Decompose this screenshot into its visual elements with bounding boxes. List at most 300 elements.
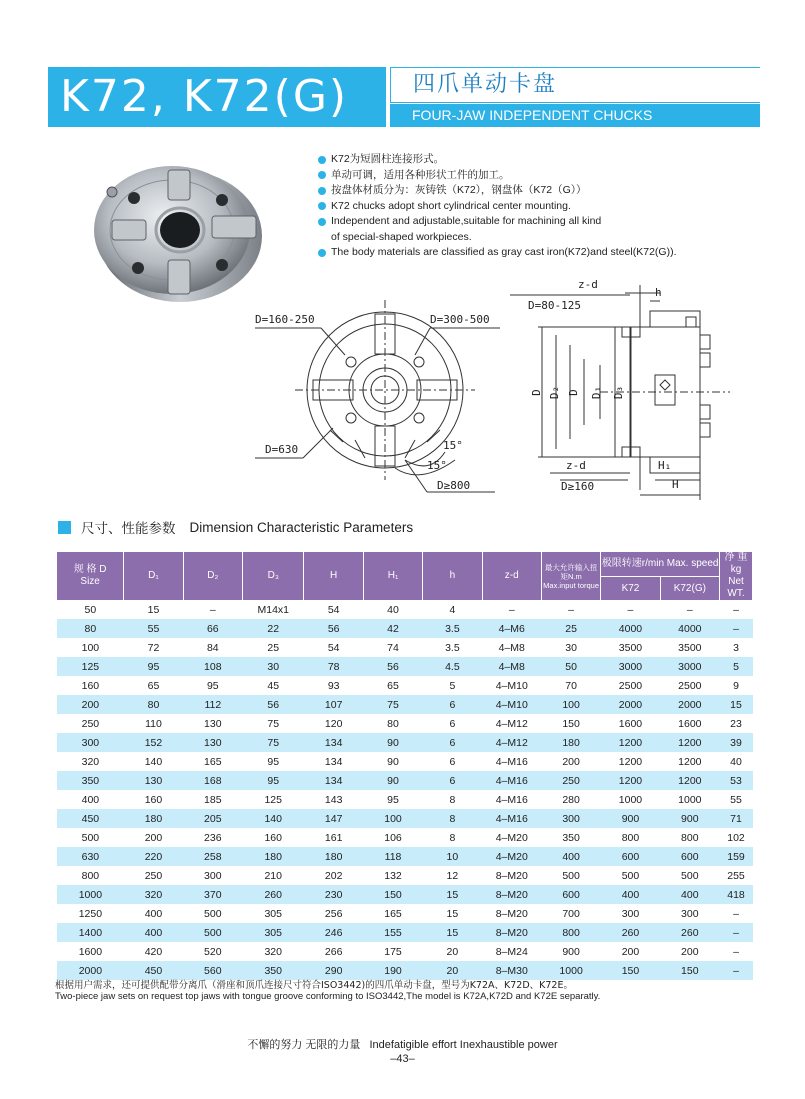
table-cell: –: [720, 942, 753, 961]
table-cell: –: [601, 600, 660, 619]
table-cell: 258: [183, 847, 242, 866]
table-cell: 95: [363, 790, 422, 809]
table-cell: 6: [423, 771, 482, 790]
table-cell: 6: [423, 733, 482, 752]
dim-label: z-d: [578, 278, 598, 291]
table-cell: 143: [304, 790, 363, 809]
table-cell: 159: [720, 847, 753, 866]
table-cell: 180: [243, 847, 304, 866]
table-cell: 80: [57, 619, 124, 638]
table-cell: 4–M20: [482, 828, 541, 847]
page-number: –43–: [390, 1053, 415, 1065]
table-cell: 8–M30: [482, 961, 541, 980]
table-cell: 15: [720, 695, 753, 714]
table-cell: 8–M24: [482, 942, 541, 961]
dim-label: D=160-250: [255, 313, 315, 326]
table-cell: 165: [363, 904, 422, 923]
table-cell: –: [720, 961, 753, 980]
table-cell: 150: [660, 961, 719, 980]
col-weight: 净 重 kg Net WT.: [720, 552, 753, 600]
table-cell: 6: [423, 714, 482, 733]
table-cell: 500: [541, 866, 600, 885]
table-cell: 132: [363, 866, 422, 885]
dim-label: D: [529, 389, 543, 396]
table-cell: 300: [541, 809, 600, 828]
product-title-en: FOUR-JAW INDEPENDENT CHUCKS: [390, 104, 760, 127]
table-cell: 560: [183, 961, 242, 980]
col-H1: H₁: [363, 552, 422, 600]
table-cell: 1200: [660, 752, 719, 771]
table-cell: 25: [243, 638, 304, 657]
table-cell: 42: [363, 619, 422, 638]
table-row: [57, 923, 753, 942]
table-cell: 161: [304, 828, 363, 847]
table-cell: 4–M8: [482, 657, 541, 676]
dim-label: D₁: [590, 385, 604, 400]
table-cell: 72: [124, 638, 183, 657]
table-cell: 300: [57, 733, 124, 752]
table-cell: 1000: [660, 790, 719, 809]
table-cell: 4–M6: [482, 619, 541, 638]
table-cell: 900: [601, 809, 660, 828]
table-cell: 300: [660, 904, 719, 923]
table-cell: 102: [720, 828, 753, 847]
table-cell: 8: [423, 809, 482, 828]
table-cell: 80: [124, 695, 183, 714]
table-cell: 800: [660, 828, 719, 847]
table-cell: 54: [304, 638, 363, 657]
table-cell: 1200: [601, 752, 660, 771]
table-cell: 5: [720, 657, 753, 676]
table-cell: 800: [541, 923, 600, 942]
table-cell: 370: [183, 885, 242, 904]
table-cell: 15: [423, 885, 482, 904]
table-row: [57, 809, 753, 828]
table-cell: 320: [243, 942, 304, 961]
table-cell: 10: [423, 847, 482, 866]
table-cell: 75: [363, 695, 422, 714]
table-cell: –: [720, 904, 753, 923]
table-cell: 110: [124, 714, 183, 733]
table-cell: 84: [183, 638, 242, 657]
table-cell: 1600: [57, 942, 124, 961]
table-cell: 40: [363, 600, 422, 619]
table-cell: 20: [423, 961, 482, 980]
table-cell: 200: [57, 695, 124, 714]
table-cell: 1250: [57, 904, 124, 923]
table-cell: 630: [57, 847, 124, 866]
table-cell: 260: [601, 923, 660, 942]
table-cell: 3000: [601, 657, 660, 676]
table-row: [57, 600, 753, 619]
table-cell: 134: [304, 752, 363, 771]
table-row: [57, 714, 753, 733]
table-cell: 500: [183, 923, 242, 942]
table-cell: 450: [124, 961, 183, 980]
table-cell: 15: [423, 904, 482, 923]
table-cell: 147: [304, 809, 363, 828]
table-cell: 130: [124, 771, 183, 790]
col-speed: 极限转速r/min Max. speed: [601, 552, 720, 577]
bullet-icon: [318, 171, 326, 179]
table-cell: 95: [243, 752, 304, 771]
table-cell: 107: [304, 695, 363, 714]
model-title: K72, K72(G): [48, 67, 386, 127]
table-cell: 2000: [57, 961, 124, 980]
table-cell: 155: [363, 923, 422, 942]
table-cell: 400: [124, 904, 183, 923]
table-cell: 39: [720, 733, 753, 752]
product-title-cn: 四爪单动卡盘: [390, 67, 760, 103]
angle-label: 15°: [427, 459, 447, 472]
table-cell: 220: [124, 847, 183, 866]
dim-label: D=300-500: [430, 313, 490, 326]
table-cell: 75: [243, 714, 304, 733]
table-cell: 320: [57, 752, 124, 771]
table-cell: 50: [57, 600, 124, 619]
table-cell: 600: [660, 847, 719, 866]
table-cell: 210: [243, 866, 304, 885]
note-cn: 根据用户需求，还可提供配带分离爪（滑座和顶爪连接尺寸符合ISO3442)的四爪单动卡盘，型号为K72A、K72D、K72E。: [55, 980, 573, 991]
table-cell: 30: [541, 638, 600, 657]
table-cell: 75: [243, 733, 304, 752]
table-cell: 150: [363, 885, 422, 904]
table-cell: 250: [57, 714, 124, 733]
feature-item-cont: of special-shaped workpieces.: [331, 230, 472, 243]
table-cell: 190: [363, 961, 422, 980]
table-cell: 520: [183, 942, 242, 961]
col-torque: 最大允许输入扭矩N.m Max.input torque: [541, 552, 600, 600]
table-cell: 180: [304, 847, 363, 866]
table-cell: 4000: [660, 619, 719, 638]
table-cell: 100: [363, 809, 422, 828]
dim-label: D: [566, 389, 580, 396]
table-row: [57, 942, 753, 961]
table-cell: 246: [304, 923, 363, 942]
dim-label: D₃: [612, 385, 626, 400]
table-cell: 1200: [601, 771, 660, 790]
feature-item: 按盘体材质分为：灰铸铁（K72），钢盘体（K72（G））: [318, 183, 738, 199]
table-cell: 1600: [660, 714, 719, 733]
table-cell: 108: [183, 657, 242, 676]
table-cell: 175: [363, 942, 422, 961]
table-cell: 300: [183, 866, 242, 885]
table-cell: 200: [541, 752, 600, 771]
table-cell: 305: [243, 923, 304, 942]
table-cell: 140: [124, 752, 183, 771]
table-cell: 55: [720, 790, 753, 809]
table-cell: 100: [541, 695, 600, 714]
table-cell: 256: [304, 904, 363, 923]
table-cell: 140: [243, 809, 304, 828]
table-cell: 600: [541, 885, 600, 904]
table-row: [57, 676, 753, 695]
table-row: [57, 638, 753, 657]
table-cell: 1000: [601, 790, 660, 809]
table-cell: 8: [423, 790, 482, 809]
table-cell: 50: [541, 657, 600, 676]
dim-label: D=80-125: [528, 299, 581, 312]
table-cell: 4–M16: [482, 752, 541, 771]
table-cell: 90: [363, 752, 422, 771]
table-cell: 4–M16: [482, 771, 541, 790]
table-cell: 80: [363, 714, 422, 733]
col-speed-k72g: K72(G): [660, 577, 719, 600]
feature-item: K72 chucks adopt short cylindrical center mounting.: [318, 199, 738, 215]
table-cell: 90: [363, 733, 422, 752]
table-row: [57, 885, 753, 904]
table-cell: 420: [124, 942, 183, 961]
spec-table: [57, 552, 753, 980]
dim-label: h: [655, 286, 662, 299]
table-cell: 90: [363, 771, 422, 790]
table-cell: 900: [541, 942, 600, 961]
table-cell: 165: [183, 752, 242, 771]
table-row: [57, 847, 753, 866]
table-cell: 280: [541, 790, 600, 809]
table-cell: 15: [423, 923, 482, 942]
table-cell: 3.5: [423, 638, 482, 657]
table-cell: 350: [243, 961, 304, 980]
table-cell: 160: [243, 828, 304, 847]
table-cell: 120: [304, 714, 363, 733]
table-cell: 160: [124, 790, 183, 809]
table-cell: 200: [601, 942, 660, 961]
table-cell: 350: [57, 771, 124, 790]
table-cell: 40: [720, 752, 753, 771]
table-row: [57, 619, 753, 638]
table-cell: –: [720, 619, 753, 638]
table-cell: 8–M20: [482, 904, 541, 923]
table-cell: –: [660, 600, 719, 619]
table-cell: 3.5: [423, 619, 482, 638]
table-cell: 23: [720, 714, 753, 733]
table-cell: 106: [363, 828, 422, 847]
table-cell: 5: [423, 676, 482, 695]
table-cell: 4–M10: [482, 676, 541, 695]
feature-item: Independent and adjustable,suitable for machining all kind: [318, 214, 738, 230]
table-cell: –: [720, 923, 753, 942]
table-cell: 168: [183, 771, 242, 790]
table-cell: 112: [183, 695, 242, 714]
bullet-icon: [318, 202, 326, 210]
dim-label: D=630: [265, 443, 299, 456]
table-cell: 2000: [601, 695, 660, 714]
col-d3: D₃: [243, 552, 304, 600]
table-cell: 8–M20: [482, 923, 541, 942]
table-cell: 160: [57, 676, 124, 695]
table-cell: 150: [601, 961, 660, 980]
table-cell: 30: [243, 657, 304, 676]
table-cell: 70: [541, 676, 600, 695]
table-cell: 180: [124, 809, 183, 828]
table-cell: 56: [363, 657, 422, 676]
table-cell: 4000: [601, 619, 660, 638]
table-cell: 65: [124, 676, 183, 695]
table-row: [57, 733, 753, 752]
table-cell: 320: [124, 885, 183, 904]
table-cell: 130: [183, 733, 242, 752]
table-cell: 500: [183, 904, 242, 923]
table-cell: 118: [363, 847, 422, 866]
col-h: h: [423, 552, 482, 600]
table-cell: 800: [57, 866, 124, 885]
table-cell: 3000: [660, 657, 719, 676]
table-cell: –: [720, 600, 753, 619]
table-cell: 250: [124, 866, 183, 885]
table-cell: 202: [304, 866, 363, 885]
table-cell: 15: [124, 600, 183, 619]
table-cell: 134: [304, 733, 363, 752]
table-cell: 6: [423, 695, 482, 714]
table-row: [57, 828, 753, 847]
bullet-icon: [318, 249, 326, 257]
note-en: Two-piece jaw sets on request top jaws with tongue groove conforming to ISO3442,The model is K72A,K72D and K72E separatly.: [55, 991, 601, 1002]
table-cell: 100: [57, 638, 124, 657]
feature-item: 单动可调，适用各种形状工件的加工。: [318, 168, 738, 184]
table-cell: 400: [601, 885, 660, 904]
table-cell: 54: [304, 600, 363, 619]
table-cell: 1200: [601, 733, 660, 752]
feature-item: K72为短圆柱连接形式。: [318, 152, 738, 168]
table-cell: 53: [720, 771, 753, 790]
table-cell: –: [183, 600, 242, 619]
table-cell: 2500: [660, 676, 719, 695]
table-cell: 66: [183, 619, 242, 638]
table-cell: 4.5: [423, 657, 482, 676]
table-cell: 1200: [660, 771, 719, 790]
feature-list: [318, 152, 738, 261]
table-cell: 8: [423, 828, 482, 847]
table-cell: 400: [124, 923, 183, 942]
bullet-icon: [318, 218, 326, 226]
dim-label: z-d: [566, 459, 586, 472]
table-cell: 266: [304, 942, 363, 961]
table-cell: 1000: [57, 885, 124, 904]
table-cell: 134: [304, 771, 363, 790]
table-cell: 93: [304, 676, 363, 695]
table-cell: 150: [541, 714, 600, 733]
bullet-icon: [318, 156, 326, 164]
table-cell: 74: [363, 638, 422, 657]
table-cell: 185: [183, 790, 242, 809]
col-size: 规 格 D Size: [57, 552, 124, 600]
table-row: [57, 904, 753, 923]
table-row: [57, 866, 753, 885]
table-cell: 400: [541, 847, 600, 866]
table-row: [57, 790, 753, 809]
table-cell: 4–M12: [482, 733, 541, 752]
table-cell: 20: [423, 942, 482, 961]
table-cell: 255: [720, 866, 753, 885]
table-row: [57, 695, 753, 714]
table-cell: 95: [243, 771, 304, 790]
table-cell: 4–M8: [482, 638, 541, 657]
table-cell: 4–M16: [482, 809, 541, 828]
table-cell: 305: [243, 904, 304, 923]
footer-slogan: 不懈的努力 无限的力量 Indefatigible effort Inexhaustible power: [247, 1039, 558, 1051]
table-cell: 55: [124, 619, 183, 638]
dim-label: D₂: [548, 385, 562, 400]
table-cell: 4–M20: [482, 847, 541, 866]
table-cell: 4–M10: [482, 695, 541, 714]
table-cell: 1000: [541, 961, 600, 980]
table-cell: 200: [660, 942, 719, 961]
table-cell: 450: [57, 809, 124, 828]
table-row: [57, 657, 753, 676]
table-cell: 200: [124, 828, 183, 847]
table-cell: 45: [243, 676, 304, 695]
table-cell: 180: [541, 733, 600, 752]
table-cell: 78: [304, 657, 363, 676]
col-H: H: [304, 552, 363, 600]
table-cell: 500: [660, 866, 719, 885]
dim-label: H₁: [658, 459, 672, 472]
table-cell: 400: [660, 885, 719, 904]
section-title: 尺寸、性能参数 Dimension Characteristic Parameters: [58, 517, 413, 537]
table-cell: 500: [601, 866, 660, 885]
table-cell: 130: [183, 714, 242, 733]
table-cell: 3500: [660, 638, 719, 657]
table-cell: 1200: [660, 733, 719, 752]
table-cell: 260: [660, 923, 719, 942]
table-cell: 800: [601, 828, 660, 847]
table-cell: 8–M20: [482, 866, 541, 885]
table-cell: 1400: [57, 923, 124, 942]
table-cell: 260: [243, 885, 304, 904]
table-cell: 8–M20: [482, 885, 541, 904]
angle-label: 15°: [443, 439, 463, 452]
table-cell: 1600: [601, 714, 660, 733]
dim-label: D≥800: [437, 479, 471, 492]
table-cell: 300: [601, 904, 660, 923]
table-cell: 400: [57, 790, 124, 809]
table-cell: 65: [363, 676, 422, 695]
table-row: [57, 771, 753, 790]
table-cell: 2500: [601, 676, 660, 695]
table-cell: 900: [660, 809, 719, 828]
table-cell: 6: [423, 752, 482, 771]
dim-label: D≥160: [561, 480, 595, 493]
table-cell: 22: [243, 619, 304, 638]
table-cell: 95: [124, 657, 183, 676]
table-cell: 236: [183, 828, 242, 847]
feature-item: The body materials are classified as gray cast iron(K72)and steel(K72(G)).: [318, 245, 738, 261]
col-speed-k72: K72: [601, 577, 660, 600]
table-cell: 71: [720, 809, 753, 828]
table-cell: 700: [541, 904, 600, 923]
table-cell: 3500: [601, 638, 660, 657]
table-cell: –: [541, 600, 600, 619]
table-cell: 3: [720, 638, 753, 657]
table-cell: 290: [304, 961, 363, 980]
table-cell: 95: [183, 676, 242, 695]
table-cell: 125: [243, 790, 304, 809]
table-cell: 230: [304, 885, 363, 904]
col-d1: D₁: [124, 552, 183, 600]
table-cell: 125: [57, 657, 124, 676]
table-cell: 56: [243, 695, 304, 714]
table-cell: 9: [720, 676, 753, 695]
table-cell: M14x1: [243, 600, 304, 619]
table-cell: 418: [720, 885, 753, 904]
col-d2: D₂: [183, 552, 242, 600]
table-cell: 600: [601, 847, 660, 866]
table-cell: 350: [541, 828, 600, 847]
table-cell: 4–M12: [482, 714, 541, 733]
table-cell: 56: [304, 619, 363, 638]
table-row: [57, 752, 753, 771]
